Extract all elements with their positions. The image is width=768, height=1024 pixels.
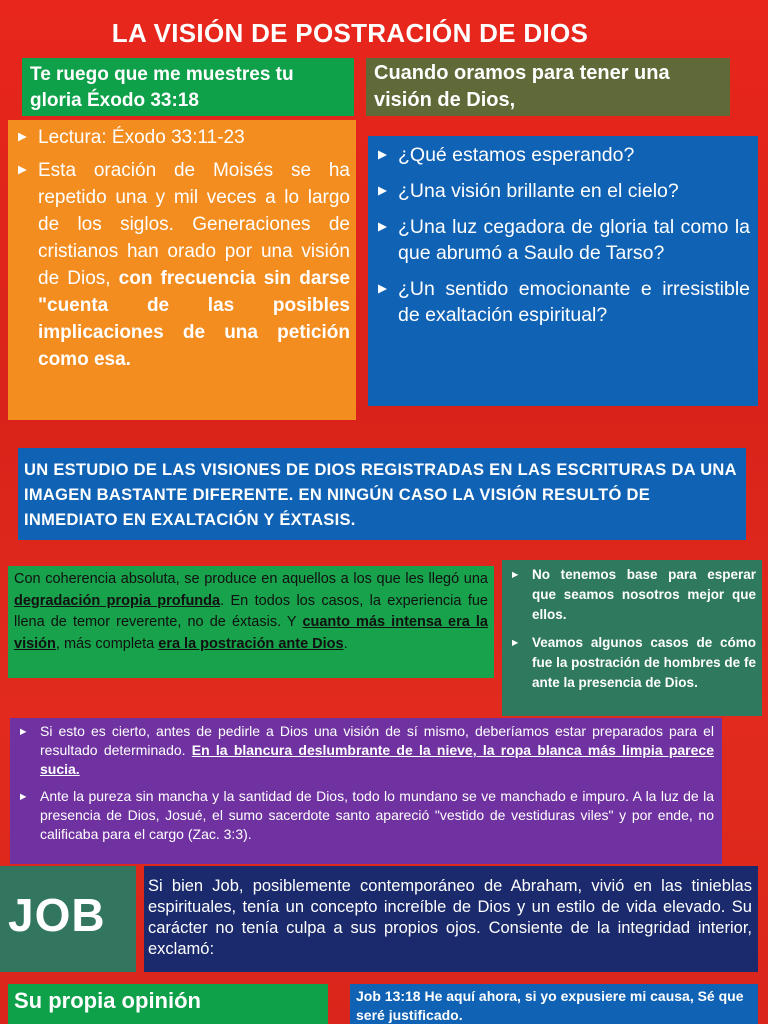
examples-text: No tenemos base para esperar que seamos nosotros mejor que ellos. bbox=[532, 567, 756, 622]
question-item bbox=[376, 276, 750, 328]
question-text: ¿Una luz cegadora de gloria tal como la que abrumó a Saulo de Tarso? bbox=[398, 216, 750, 264]
own-opinion-heading: Su propia opinión bbox=[14, 988, 201, 1013]
questions-box bbox=[368, 136, 758, 406]
examples-item bbox=[510, 565, 756, 625]
moses-prayer-paragraph bbox=[16, 157, 350, 373]
bullet-arrow-icon: ▶ bbox=[378, 282, 387, 295]
coherence-emphasis: era la postración ante Dios bbox=[158, 635, 344, 652]
purity-box bbox=[10, 718, 722, 864]
job-quote-text: Job 13:18 He aquí ahora, si yo expusiere mi causa, Sé que seré justificado. bbox=[356, 988, 744, 1023]
coherence-text: . En todos los casos, la experiencia fue llena de temor reverente, no de éxtasis. Y bbox=[14, 592, 488, 630]
purity-item bbox=[18, 787, 714, 844]
moses-prayer-emphasis: con frecuencia sin darse "cuenta de las posibles implicaciones de una petición como esa. bbox=[38, 268, 350, 370]
question-text: ¿Una visión brillante en el cielo? bbox=[398, 180, 679, 202]
purity-text: Si esto es cierto, antes de pedirle a Dios una visión de sí mismo, deberíamos estar preparados para el resultado determinado. bbox=[40, 723, 714, 758]
bullet-arrow-icon: ▶ bbox=[512, 638, 519, 647]
bullet-arrow-icon: ▶ bbox=[512, 570, 519, 579]
question-text: ¿Qué estamos esperando? bbox=[398, 144, 635, 166]
study-summary-box bbox=[18, 448, 746, 540]
prayer-header-text: Cuando oramos para tener una visión de Dios, bbox=[374, 62, 670, 111]
verse-header-box bbox=[22, 58, 354, 116]
reading-item bbox=[16, 124, 350, 151]
examples-box bbox=[502, 560, 762, 716]
purity-item bbox=[18, 722, 714, 779]
coherence-emphasis: cuanto más intensa era la visión bbox=[14, 614, 488, 652]
prayer-header-box bbox=[366, 58, 730, 116]
bullet-arrow-icon: ▶ bbox=[378, 220, 387, 233]
verse-header-text: Te ruego que me muestres tu gloria Éxodo 33:18 bbox=[30, 64, 294, 111]
bullet-arrow-icon: ▶ bbox=[378, 148, 387, 161]
coherence-text: , más completa bbox=[55, 635, 159, 652]
study-summary-text: UN ESTUDIO DE LAS VISIONES DE DIOS REGISTRADAS EN LAS ESCRITURAS DA UNA IMAGEN BASTANTE DIFERENTE. EN NINGÚN CASO LA VISIÓN RESULTÓ DE INMEDIATO EN EXALTACIÓN Y ÉXTASIS. bbox=[24, 461, 737, 529]
purity-text: Ante la pureza sin mancha y la santidad de Dios, todo lo mundano se ve manchado e impuro. A la luz de la presencia de Dios, Josué, el sumo sacerdote santo apareció "vestido de vestiduras viles" y por ende, no calificaba para el cargo (Zac. 3:3). bbox=[40, 788, 714, 842]
own-opinion-box bbox=[8, 984, 328, 1024]
reading-box bbox=[8, 120, 356, 420]
question-item bbox=[376, 142, 750, 168]
coherence-box bbox=[8, 566, 494, 678]
examples-item bbox=[510, 633, 756, 693]
coherence-text: . bbox=[343, 635, 348, 652]
page-title: LA VISIÓN DE POSTRACIÓN DE DIOS bbox=[111, 18, 589, 48]
bullet-arrow-icon: ▶ bbox=[20, 791, 27, 801]
bullet-arrow-icon: ▶ bbox=[20, 726, 27, 736]
job-label-box bbox=[0, 866, 136, 972]
job-label: JOB bbox=[8, 889, 106, 941]
coherence-text: Con coherencia absoluta, se produce en aquellos a los que les llegó una bbox=[14, 571, 488, 587]
job-description-box bbox=[144, 866, 758, 972]
bullet-arrow-icon: ▶ bbox=[378, 184, 387, 197]
job-description-text: Si bien Job, posiblemente contemporáneo de Abraham, vivió en las tinieblas espirituales, tenía un concepto increíble de Dios y un estilo de vida elevado. Su carácter no tenía culpa a sus propios ojos. Consiente de la integridad interior, exclamó: bbox=[148, 877, 752, 958]
bullet-arrow-icon: ▶ bbox=[18, 164, 27, 176]
bullet-arrow-icon: ▶ bbox=[18, 131, 27, 143]
reading-reference: Lectura: Éxodo 33:11-23 bbox=[38, 127, 245, 148]
purity-emphasis: En la blancura deslumbrante de la nieve, la ropa blanca más limpia parece sucia. bbox=[40, 742, 714, 777]
question-item bbox=[376, 214, 750, 266]
coherence-emphasis: degradación propia profunda bbox=[14, 592, 221, 609]
examples-text: Veamos algunos casos de cómo fue la postración de hombres de fe ante la presencia de Dios. bbox=[532, 635, 756, 690]
question-text: ¿Un sentido emocionante e irresistible de exaltación espiritual? bbox=[398, 278, 750, 326]
question-item bbox=[376, 178, 750, 204]
moses-prayer-text: Esta oración de Moisés se ha repetido una y mil veces a lo largo de los siglos. Generaciones de cristianos han orado por una visión de Dios, bbox=[38, 160, 350, 289]
job-quote-box bbox=[350, 984, 758, 1024]
